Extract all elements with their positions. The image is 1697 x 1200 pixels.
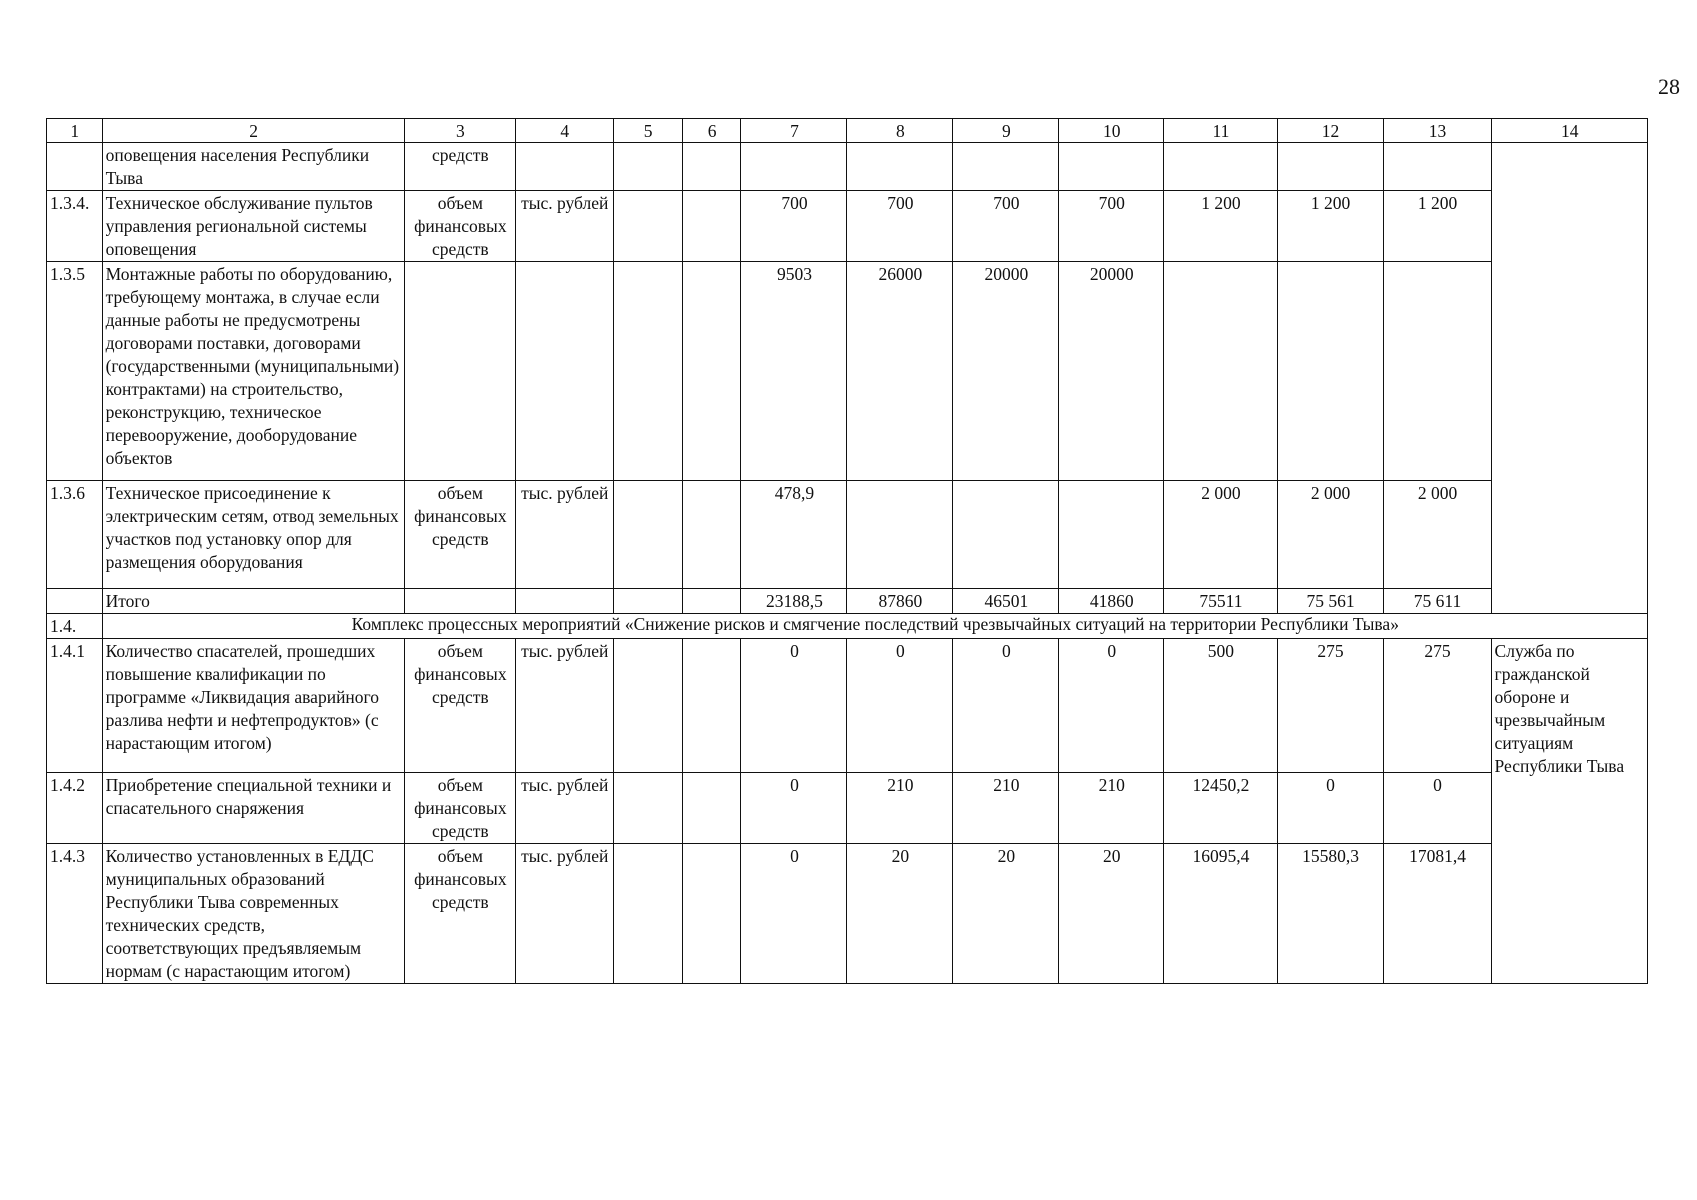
row-name: Количество спасателей, прошедших повышение квалификации по программе «Ликвидация аварийного разлива нефти и нефтепродуктов» (с нарастающим итогом) bbox=[102, 639, 404, 773]
row-code: 1.4.3 bbox=[47, 844, 103, 984]
table-row bbox=[47, 773, 1648, 844]
responsible-empty-cell bbox=[1491, 143, 1647, 614]
row-value-col-7: 9503 bbox=[741, 262, 847, 481]
row-measure bbox=[404, 262, 515, 481]
section-code: 1.4. bbox=[47, 614, 103, 639]
row-unit: тыс. рублей bbox=[515, 639, 613, 773]
total-value-col-7: 23188,5 bbox=[741, 589, 847, 614]
row-value-col-5 bbox=[613, 844, 682, 984]
table-row bbox=[47, 481, 1648, 589]
row-value-col-9: 700 bbox=[953, 191, 1059, 262]
row-value-col-13 bbox=[1383, 143, 1491, 191]
responsible-agency: Служба по гражданской обороне и чрезвычайным ситуациям Республики Тыва bbox=[1491, 639, 1647, 984]
header-cell: 4 bbox=[515, 119, 613, 143]
header-cell: 2 bbox=[102, 119, 404, 143]
header-cell: 7 bbox=[741, 119, 847, 143]
row-value-col-7: 0 bbox=[741, 773, 847, 844]
row-name: Монтажные работы по оборудованию, требующему монтажа, в случае если данные работы не предусмотрены договорами поставки, договорами (государственными (муниципальными) контрактами) на строительство, реконструкцию, техническое перевооружение, дооборудование объектов bbox=[102, 262, 404, 481]
row-unit bbox=[515, 262, 613, 481]
row-value-col-5 bbox=[613, 262, 682, 481]
header-cell: 3 bbox=[404, 119, 515, 143]
row-value-col-10 bbox=[1059, 481, 1164, 589]
section-row bbox=[47, 614, 1648, 639]
row-value-col-11: 12450,2 bbox=[1164, 773, 1277, 844]
row-value-col-10 bbox=[1059, 143, 1164, 191]
header-cell: 10 bbox=[1059, 119, 1164, 143]
row-value-col-13: 1 200 bbox=[1383, 191, 1491, 262]
header-cell: 9 bbox=[953, 119, 1059, 143]
row-name: Техническое присоединение к электрическим сетям, отвод земельных участков под установку опор для размещения оборудования bbox=[102, 481, 404, 589]
row-measure: средств bbox=[404, 143, 515, 191]
total-label: Итого bbox=[102, 589, 404, 614]
row-measure: объем финансовых средств bbox=[404, 773, 515, 844]
row-measure: объем финансовых средств bbox=[404, 639, 515, 773]
row-value-col-8: 0 bbox=[847, 639, 953, 773]
row-value-col-5 bbox=[613, 481, 682, 589]
header-cell: 11 bbox=[1164, 119, 1277, 143]
program-measures-table bbox=[46, 118, 1648, 984]
row-value-col-5 bbox=[613, 191, 682, 262]
row-value-col-10: 0 bbox=[1059, 639, 1164, 773]
total-empty bbox=[515, 589, 613, 614]
row-name: Количество установленных в ЕДДС муниципальных образований Республики Тыва современных технических средств, соответствующих предъявляемым нормам (с нарастающим итогом) bbox=[102, 844, 404, 984]
row-value-col-11: 1 200 bbox=[1164, 191, 1277, 262]
header-cell: 13 bbox=[1383, 119, 1491, 143]
row-value-col-8 bbox=[847, 143, 953, 191]
row-name: оповещения населения Республики Тыва bbox=[102, 143, 404, 191]
total-value-col-10: 41860 bbox=[1059, 589, 1164, 614]
row-value-col-9: 20000 bbox=[953, 262, 1059, 481]
row-value-col-13: 275 bbox=[1383, 639, 1491, 773]
row-value-col-13: 2 000 bbox=[1383, 481, 1491, 589]
row-value-col-12 bbox=[1277, 262, 1383, 481]
table-row bbox=[47, 844, 1648, 984]
row-value-col-13 bbox=[1383, 262, 1491, 481]
total-empty bbox=[613, 589, 682, 614]
row-measure: объем финансовых средств bbox=[404, 481, 515, 589]
row-value-col-12: 275 bbox=[1277, 639, 1383, 773]
row-value-col-7: 478,9 bbox=[741, 481, 847, 589]
table-row bbox=[47, 262, 1648, 481]
row-value-col-7: 0 bbox=[741, 844, 847, 984]
total-value-col-12: 75 561 bbox=[1277, 589, 1383, 614]
row-value-col-9: 210 bbox=[953, 773, 1059, 844]
row-value-col-6 bbox=[682, 773, 741, 844]
row-value-col-5 bbox=[613, 639, 682, 773]
row-code: 1.4.1 bbox=[47, 639, 103, 773]
total-empty bbox=[404, 589, 515, 614]
total-code-empty bbox=[47, 589, 103, 614]
row-value-col-11 bbox=[1164, 262, 1277, 481]
row-value-col-9: 0 bbox=[953, 639, 1059, 773]
row-unit: тыс. рублей bbox=[515, 481, 613, 589]
row-value-col-6 bbox=[682, 639, 741, 773]
total-value-col-13: 75 611 bbox=[1383, 589, 1491, 614]
table-body bbox=[47, 119, 1648, 984]
row-value-col-7 bbox=[741, 143, 847, 191]
header-cell: 12 bbox=[1277, 119, 1383, 143]
row-value-col-11: 16095,4 bbox=[1164, 844, 1277, 984]
row-code: 1.3.5 bbox=[47, 262, 103, 481]
row-value-col-7: 700 bbox=[741, 191, 847, 262]
row-value-col-5 bbox=[613, 773, 682, 844]
row-value-col-5 bbox=[613, 143, 682, 191]
row-value-col-12: 15580,3 bbox=[1277, 844, 1383, 984]
row-value-col-12: 1 200 bbox=[1277, 191, 1383, 262]
row-code: 1.3.4. bbox=[47, 191, 103, 262]
row-value-col-12: 2 000 bbox=[1277, 481, 1383, 589]
row-code: 1.4.2 bbox=[47, 773, 103, 844]
total-row bbox=[47, 589, 1648, 614]
row-value-col-11 bbox=[1164, 143, 1277, 191]
table-row bbox=[47, 191, 1648, 262]
total-value-col-9: 46501 bbox=[953, 589, 1059, 614]
row-value-col-8: 700 bbox=[847, 191, 953, 262]
row-unit bbox=[515, 143, 613, 191]
total-value-col-11: 75511 bbox=[1164, 589, 1277, 614]
row-unit: тыс. рублей bbox=[515, 773, 613, 844]
row-measure: объем финансовых средств bbox=[404, 191, 515, 262]
total-value-col-8: 87860 bbox=[847, 589, 953, 614]
total-empty bbox=[682, 589, 741, 614]
row-value-col-13: 17081,4 bbox=[1383, 844, 1491, 984]
header-cell: 8 bbox=[847, 119, 953, 143]
row-value-col-12 bbox=[1277, 143, 1383, 191]
row-value-col-10: 700 bbox=[1059, 191, 1164, 262]
table-row bbox=[47, 639, 1648, 773]
row-value-col-6 bbox=[682, 844, 741, 984]
row-unit: тыс. рублей bbox=[515, 844, 613, 984]
row-value-col-9 bbox=[953, 143, 1059, 191]
column-number-header bbox=[47, 119, 1648, 143]
row-value-col-9: 20 bbox=[953, 844, 1059, 984]
row-value-col-6 bbox=[682, 143, 741, 191]
row-value-col-6 bbox=[682, 262, 741, 481]
row-value-col-13: 0 bbox=[1383, 773, 1491, 844]
section-title: Комплекс процессных мероприятий «Снижение рисков и смягчение последствий чрезвычайных ситуаций на территории Республики Тыва» bbox=[102, 614, 1647, 639]
header-cell: 1 bbox=[47, 119, 103, 143]
row-value-col-6 bbox=[682, 481, 741, 589]
row-value-col-11: 500 bbox=[1164, 639, 1277, 773]
row-value-col-8: 26000 bbox=[847, 262, 953, 481]
row-code bbox=[47, 143, 103, 191]
row-unit: тыс. рублей bbox=[515, 191, 613, 262]
row-value-col-11: 2 000 bbox=[1164, 481, 1277, 589]
row-name: Техническое обслуживание пультов управления региональной системы оповещения bbox=[102, 191, 404, 262]
row-value-col-8 bbox=[847, 481, 953, 589]
row-code: 1.3.6 bbox=[47, 481, 103, 589]
row-value-col-10: 20 bbox=[1059, 844, 1164, 984]
row-value-col-9 bbox=[953, 481, 1059, 589]
page-number: 28 bbox=[1658, 74, 1680, 99]
row-value-col-6 bbox=[682, 191, 741, 262]
row-value-col-12: 0 bbox=[1277, 773, 1383, 844]
header-cell: 14 bbox=[1491, 119, 1647, 143]
header-cell: 6 bbox=[682, 119, 741, 143]
row-value-col-10: 20000 bbox=[1059, 262, 1164, 481]
row-value-col-8: 210 bbox=[847, 773, 953, 844]
row-value-col-8: 20 bbox=[847, 844, 953, 984]
row-value-col-7: 0 bbox=[741, 639, 847, 773]
header-cell: 5 bbox=[613, 119, 682, 143]
table-row bbox=[47, 143, 1648, 191]
row-name: Приобретение специальной техники и спасательного снаряжения bbox=[102, 773, 404, 844]
row-value-col-10: 210 bbox=[1059, 773, 1164, 844]
row-measure: объем финансовых средств bbox=[404, 844, 515, 984]
